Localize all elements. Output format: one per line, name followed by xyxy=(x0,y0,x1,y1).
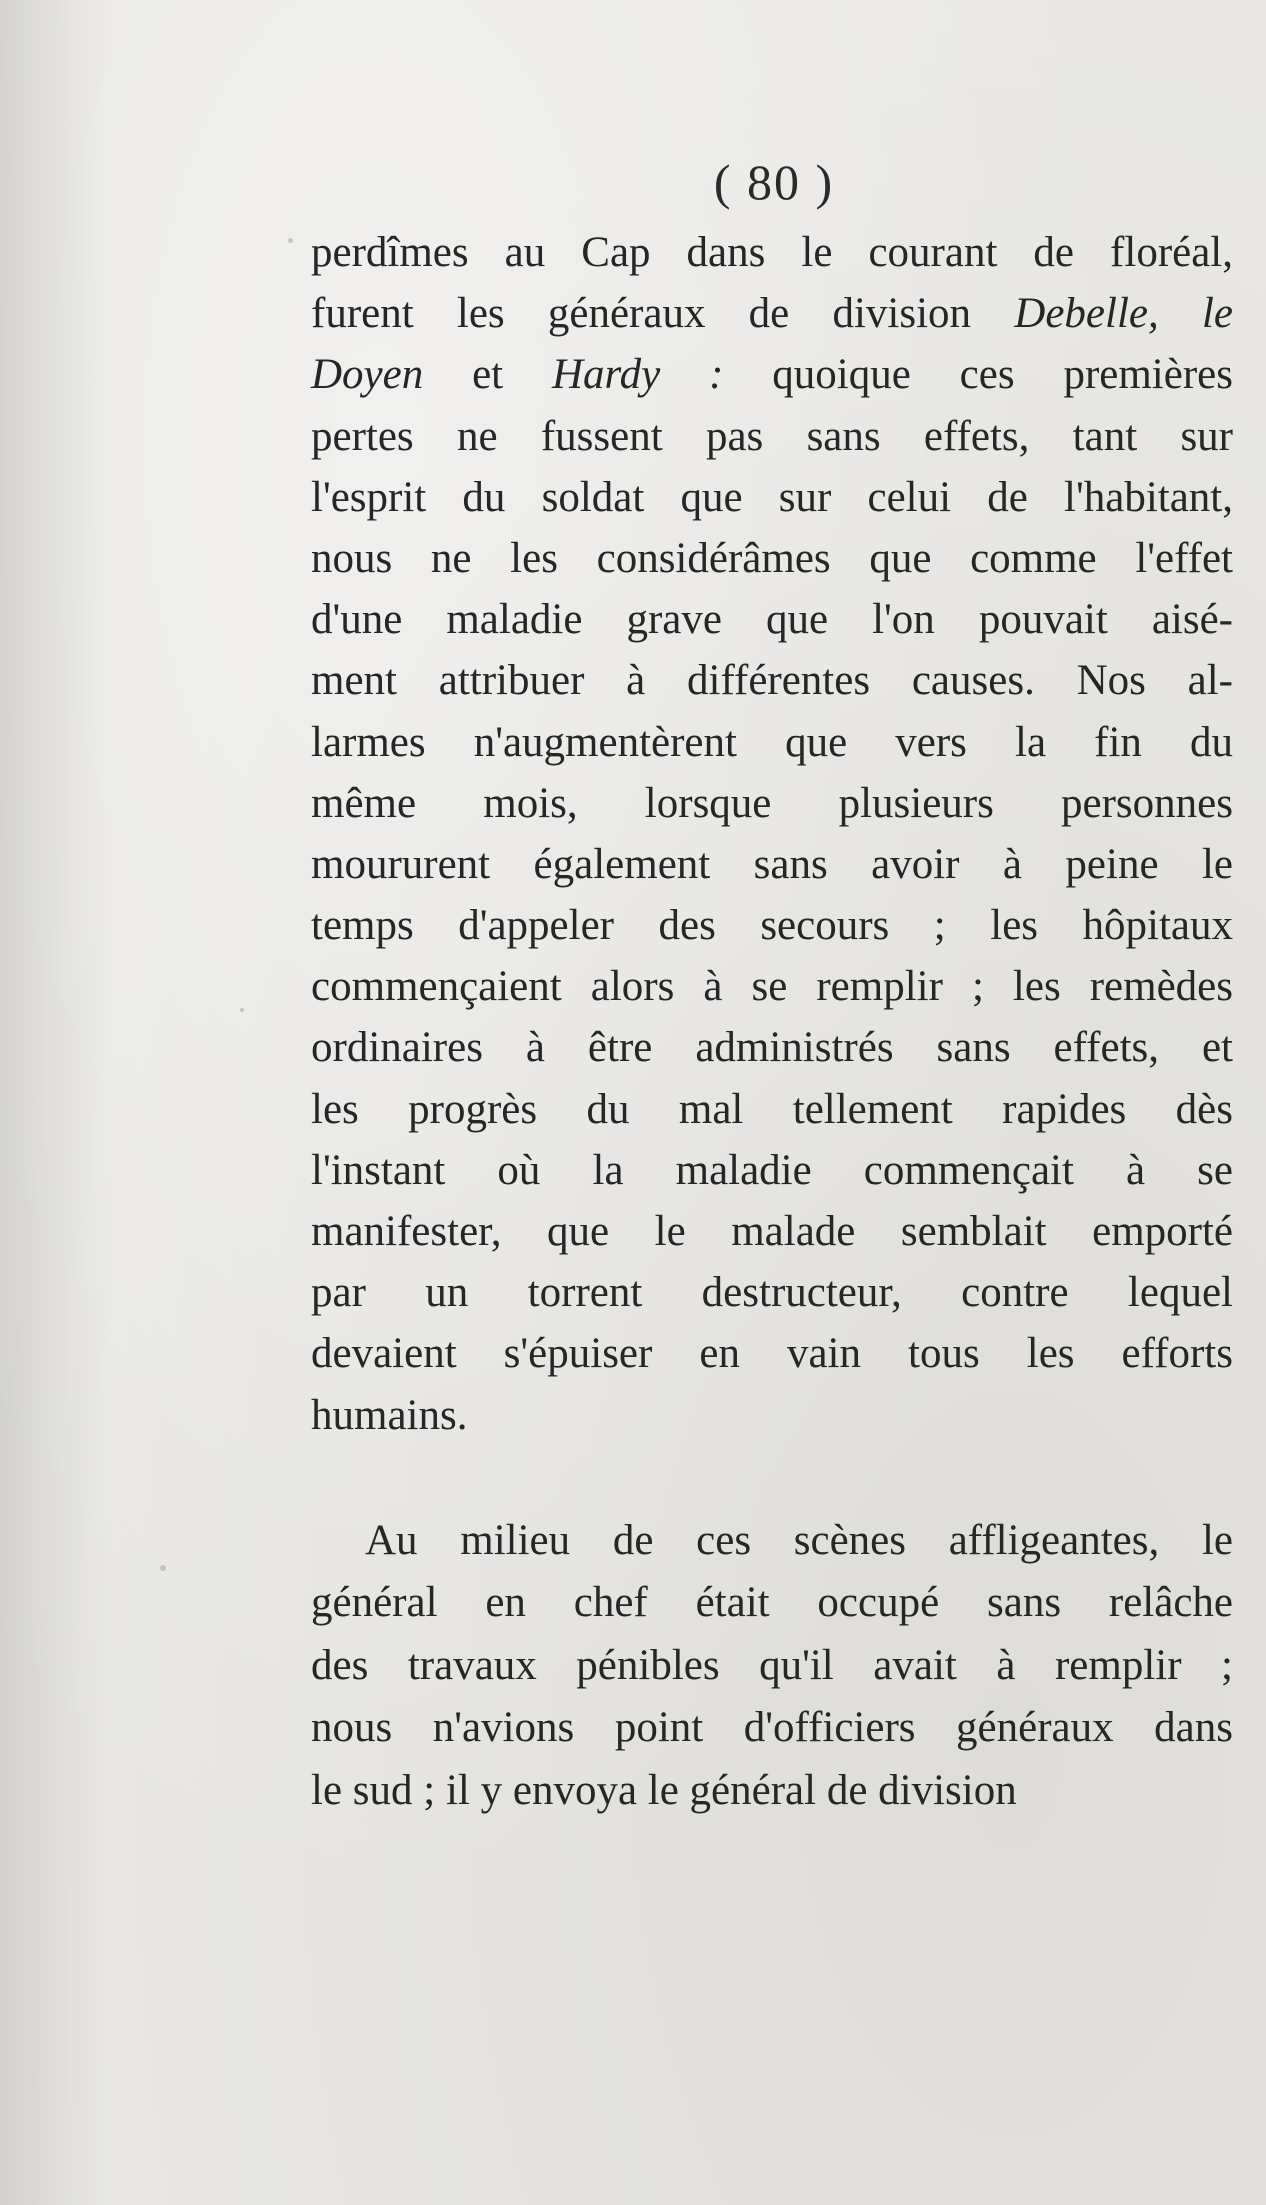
text-run: même mois, lorsque plusieurs personnes xyxy=(311,779,1233,827)
italic-name: Doyen xyxy=(311,351,424,399)
text-run: d'une maladie grave que l'on pouvait aisé- xyxy=(311,596,1233,644)
page-number: ( 80 ) xyxy=(713,154,835,210)
text-line xyxy=(311,834,1233,895)
paragraph-2 xyxy=(311,1510,1233,1822)
text-run: Au milieu de ces scènes affligeantes, le xyxy=(365,1517,1233,1564)
text-run: nous ne les considérâmes que comme l'effet xyxy=(311,534,1233,582)
text-run: devaient s'épuiser en vain tous les efforts xyxy=(311,1330,1233,1378)
text-line xyxy=(311,1760,1233,1822)
text-line xyxy=(311,1697,1233,1759)
text-run: pertes ne fussent pas sans effets, tant sur xyxy=(311,412,1233,460)
text-run: quoique ces premières xyxy=(723,351,1233,399)
text-line xyxy=(311,1017,1233,1078)
paragraph-1 xyxy=(311,222,1233,1446)
text-line xyxy=(311,1262,1233,1323)
text-run: l'esprit du soldat que sur celui de l'habitant, xyxy=(311,473,1233,521)
text-line xyxy=(311,1201,1233,1262)
paper-speck xyxy=(240,1008,244,1012)
text-line xyxy=(311,650,1233,711)
text-line xyxy=(311,1635,1233,1697)
text-line xyxy=(311,283,1233,344)
text-line xyxy=(311,895,1233,956)
text-run: et xyxy=(423,351,552,399)
text-run: des travaux pénibles qu'il avait à remplir ; xyxy=(311,1641,1233,1689)
text-run: le sud ; il y envoya le général de division xyxy=(311,1766,1017,1814)
text-run: par un torrent destructeur, contre lequel xyxy=(311,1269,1233,1317)
text-run: moururent également sans avoir à peine le xyxy=(311,840,1233,888)
text-run: l'instant où la maladie commençait à se xyxy=(311,1146,1233,1194)
paper-speck xyxy=(160,1565,166,1571)
text-run: humains. xyxy=(311,1391,468,1439)
text-run: commençaient alors à se remplir ; les remèdes xyxy=(311,963,1233,1011)
paper-speck xyxy=(288,238,293,243)
text-line xyxy=(311,344,1233,405)
text-line xyxy=(311,406,1233,467)
text-run: ordinaires à être administrés sans effets, et xyxy=(311,1024,1233,1072)
page-gutter-shadow xyxy=(0,0,110,2205)
italic-name: Debelle, le xyxy=(1014,290,1233,338)
text-run: furent les généraux de division xyxy=(311,290,1015,338)
text-line xyxy=(311,222,1233,283)
text-run: larmes n'augmentèrent que vers la fin du xyxy=(311,718,1233,766)
text-line xyxy=(311,467,1233,528)
text-line xyxy=(311,589,1233,650)
text-line xyxy=(311,1323,1233,1384)
text-run: nous n'avions point d'officiers généraux dans xyxy=(311,1704,1233,1752)
text-run: perdîmes au Cap dans le courant de floréal, xyxy=(311,229,1233,276)
text-line xyxy=(311,1079,1233,1140)
text-line xyxy=(311,1140,1233,1201)
text-line xyxy=(311,956,1233,1017)
italic-name: Hardy : xyxy=(551,351,724,399)
text-line xyxy=(311,1385,1233,1446)
text-line xyxy=(311,712,1233,773)
text-run: temps d'appeler des secours ; les hôpitaux xyxy=(311,902,1233,950)
text-line xyxy=(311,528,1233,589)
text-run: ment attribuer à différentes causes. Nos al- xyxy=(311,657,1233,705)
text-run: manifester, que le malade semblait emporté xyxy=(311,1208,1233,1255)
text-line xyxy=(311,1510,1233,1572)
text-run: les progrès du mal tellement rapides dès xyxy=(311,1085,1233,1133)
text-line xyxy=(311,1572,1233,1634)
text-run: général en chef était occupé sans relâche xyxy=(311,1579,1233,1627)
text-line xyxy=(311,773,1233,834)
